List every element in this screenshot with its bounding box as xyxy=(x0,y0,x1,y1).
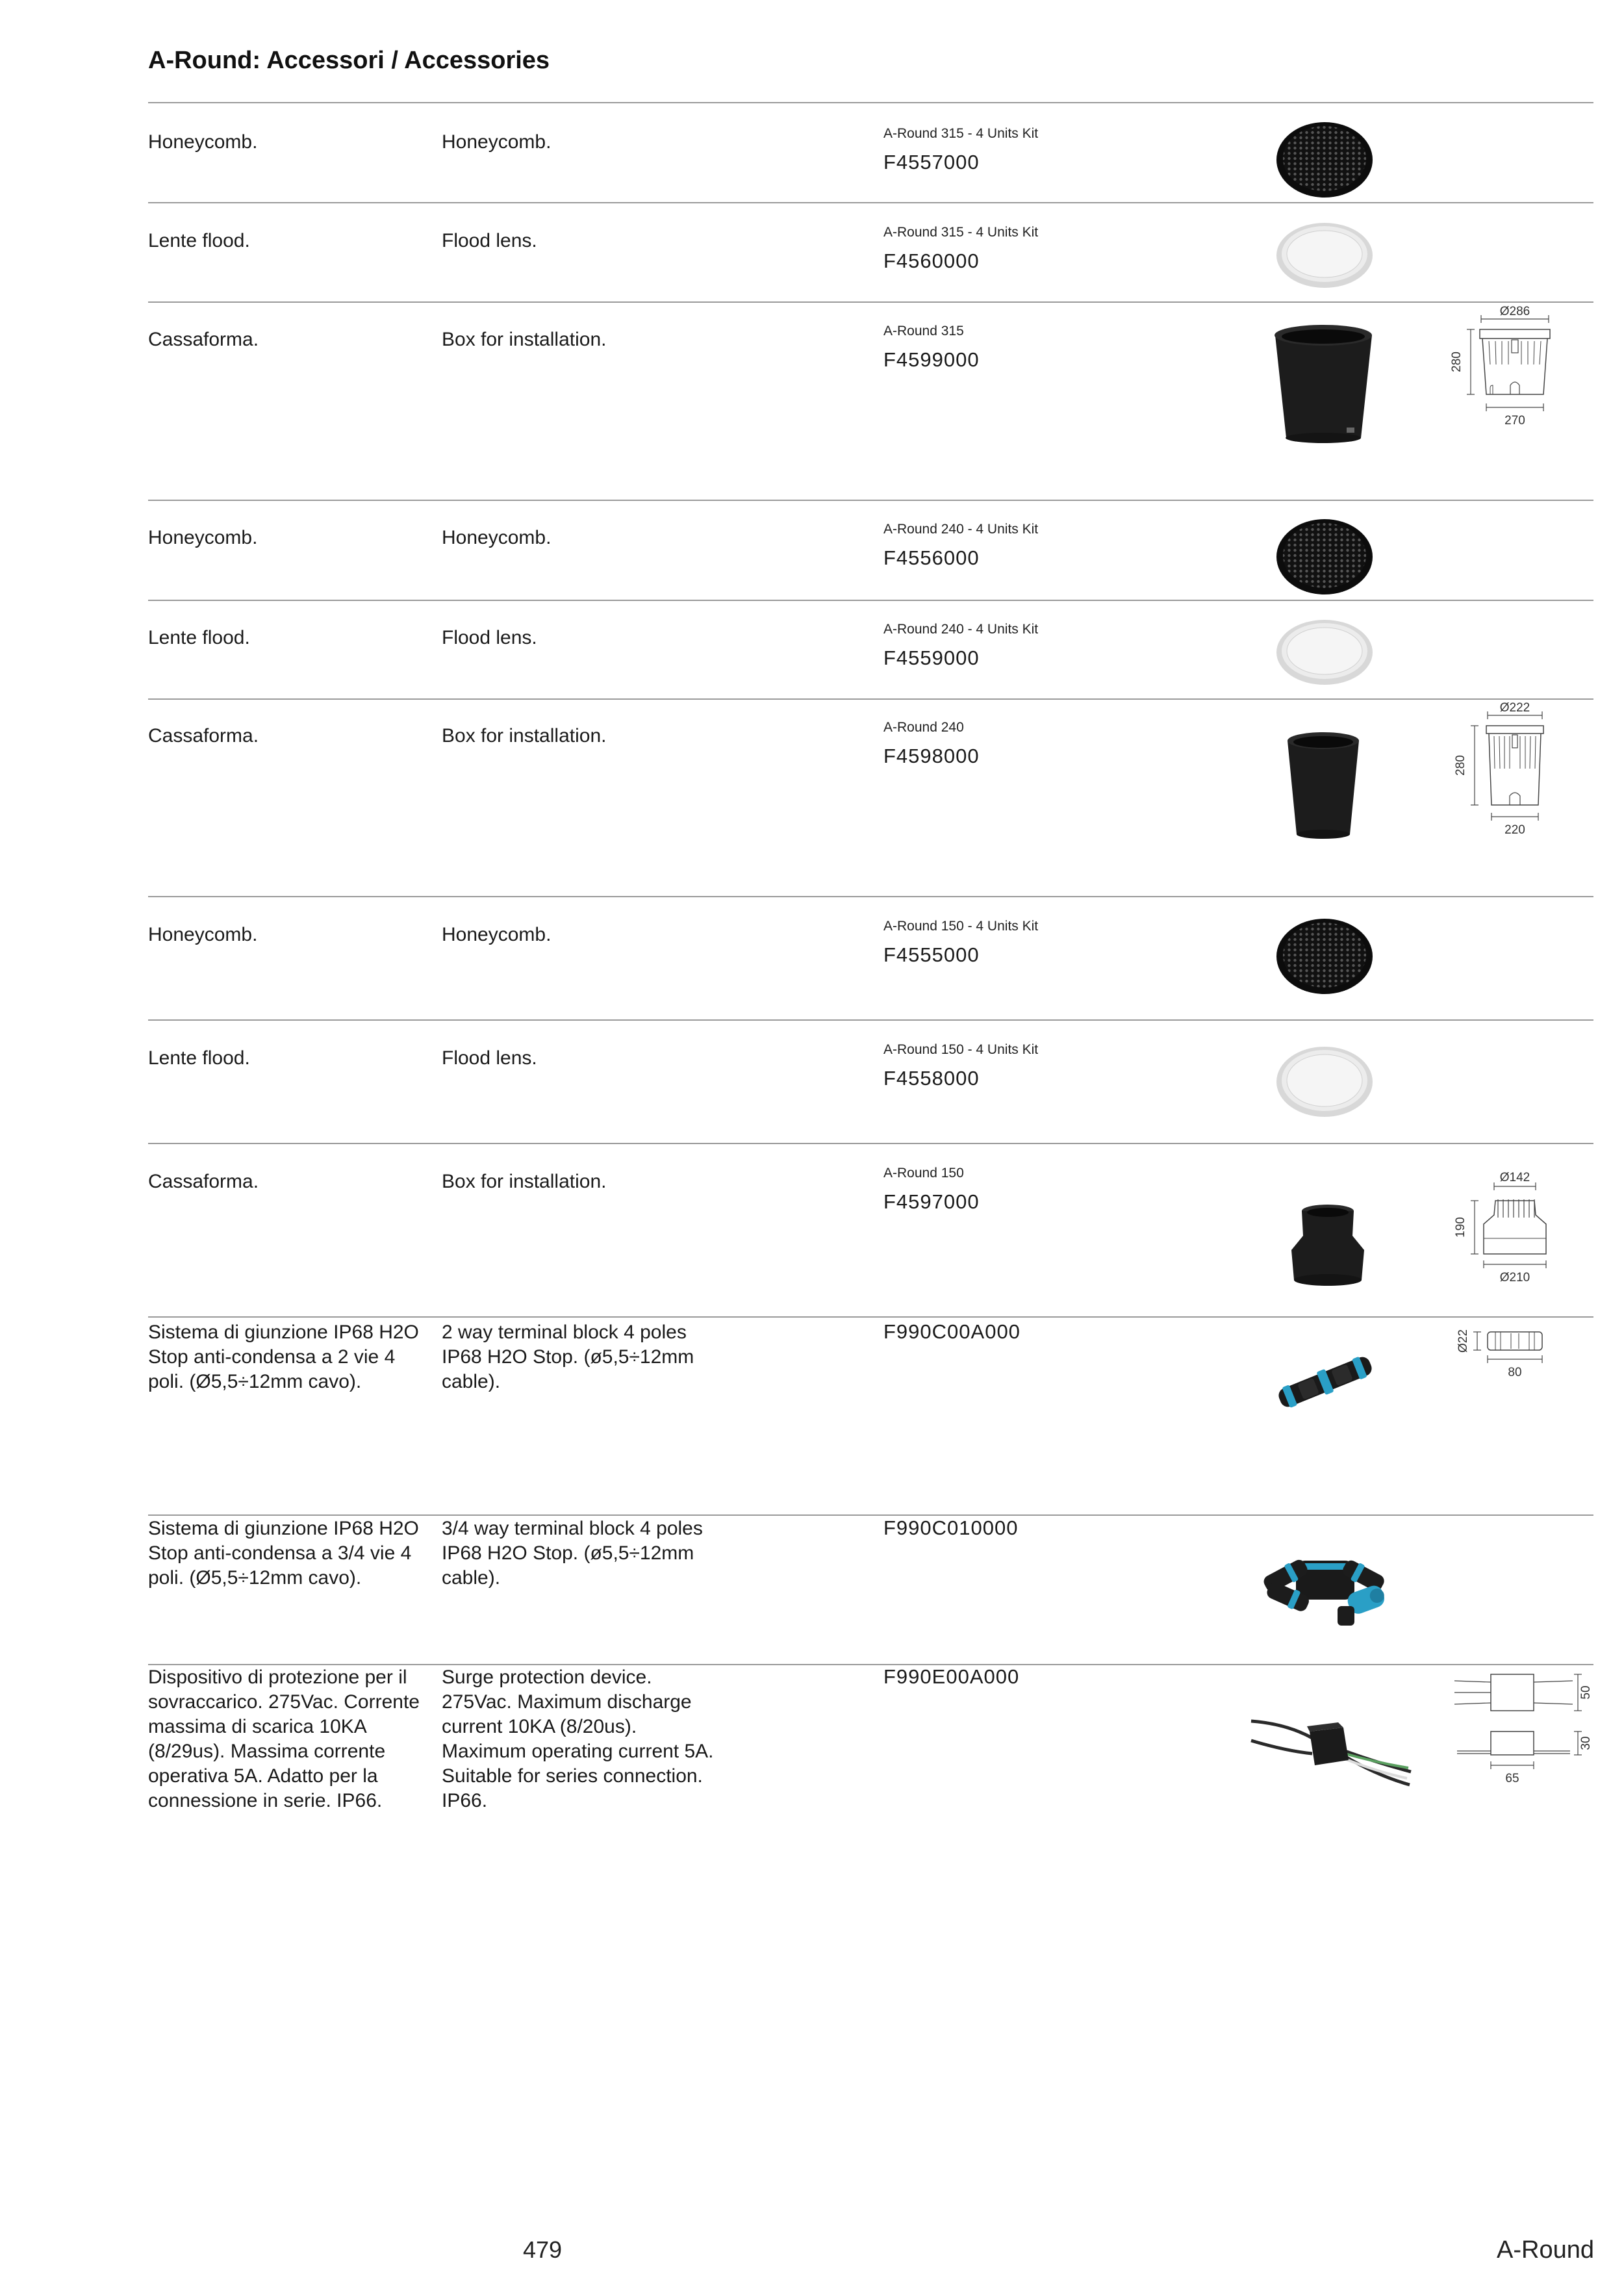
dimension-height-top: 50 xyxy=(1579,1685,1593,1700)
description-english: 3/4 way terminal block 4 poles IP68 H2O Stop. (ø5,5÷12mm cable). xyxy=(442,1518,703,1589)
divider xyxy=(148,500,1593,501)
divider xyxy=(148,600,1593,601)
terminal-block-2way-photo xyxy=(1270,1346,1380,1418)
flood-lens-photo xyxy=(1275,618,1375,687)
description-english: Box for installation. xyxy=(442,329,607,350)
product-variant: A-Round 150 xyxy=(883,1166,964,1181)
installation-box-photo xyxy=(1270,324,1377,444)
divider xyxy=(148,301,1593,303)
description-italian: Honeycomb. xyxy=(148,131,258,153)
product-code: F4555000 xyxy=(883,943,980,966)
page-number: 479 xyxy=(523,2236,563,2263)
product-code: F4558000 xyxy=(883,1067,980,1090)
product-code: F990C00A000 xyxy=(883,1320,1021,1343)
installation-box-drawing xyxy=(1449,1156,1579,1306)
description-italian: Lente flood. xyxy=(148,1047,250,1069)
description-english: 2 way terminal block 4 poles IP68 H2O Stop. (ø5,5÷12mm cable). xyxy=(442,1322,694,1392)
flood-lens-photo xyxy=(1275,221,1375,290)
divider xyxy=(148,1316,1593,1318)
product-code: F990C010000 xyxy=(883,1516,1019,1539)
product-code: F4598000 xyxy=(883,745,980,767)
dimension-width: 65 xyxy=(1505,1772,1519,1785)
product-variant: A-Round 315 xyxy=(883,324,964,339)
divider xyxy=(148,698,1593,700)
page-title: A-Round: Accessori / Accessories xyxy=(148,47,550,74)
description-italian: Honeycomb. xyxy=(148,924,258,945)
description-english: Surge protection device. 275Vac. Maximum discharge current 10KA (8/20us). Maximum operating current 5A. Suitable for series connection. IP66. xyxy=(442,1667,714,1811)
description-italian: Honeycomb. xyxy=(148,527,258,548)
installation-box-drawing xyxy=(1449,701,1579,854)
description-english: Box for installation. xyxy=(442,725,607,747)
description-english: Honeycomb. xyxy=(442,924,552,945)
product-variant: A-Round 150 - 4 Units Kit xyxy=(883,919,1039,934)
description-english: Box for installation. xyxy=(442,1171,607,1192)
divider xyxy=(148,202,1593,203)
product-code: F4557000 xyxy=(883,151,980,173)
dimension-height: 280 xyxy=(1454,755,1467,776)
surge-protector-drawing xyxy=(1445,1642,1595,1817)
product-variant: A-Round 315 - 4 Units Kit xyxy=(883,225,1039,240)
description-italian: Cassaforma. xyxy=(148,329,259,350)
dimension-base: 270 xyxy=(1504,414,1525,428)
description-italian: Dispositivo di protezione per il sovraccarico. 275Vac. Corrente massima di scarica 10KA (8/29us). Massima corrente operativa 5A. Adatto per la connessione in serie. IP66. xyxy=(148,1667,420,1811)
product-code: F4556000 xyxy=(883,546,980,569)
terminal-block-drawing xyxy=(1449,1320,1579,1405)
description-italian: Sistema di giunzione IP68 H2O Stop anti-condensa a 3/4 vie 4 poli. (Ø5,5÷12mm cavo). xyxy=(148,1518,419,1589)
description-english: Flood lens. xyxy=(442,230,537,251)
description-english: Honeycomb. xyxy=(442,131,552,153)
dimension-height-bottom: 30 xyxy=(1579,1736,1593,1750)
dimension-base: Ø210 xyxy=(1499,1271,1530,1284)
honeycomb-photo xyxy=(1275,916,1375,997)
product-variant: A-Round 240 - 4 Units Kit xyxy=(883,522,1039,537)
product-code: F4597000 xyxy=(883,1190,980,1213)
dimension-height: 190 xyxy=(1454,1217,1467,1238)
installation-box-photo xyxy=(1288,1202,1368,1288)
honeycomb-photo xyxy=(1275,120,1375,200)
dimension-base: 220 xyxy=(1504,823,1525,837)
description-italian: Sistema di giunzione IP68 H2O Stop anti-condensa a 2 vie 4 poli. (Ø5,5÷12mm cavo). xyxy=(148,1322,419,1392)
terminal-block-4way-photo xyxy=(1257,1528,1393,1632)
product-code: F990E00A000 xyxy=(883,1665,1020,1688)
divider xyxy=(148,1143,1593,1144)
description-italian: Lente flood. xyxy=(148,230,250,251)
divider xyxy=(148,896,1593,897)
product-variant: A-Round 150 - 4 Units Kit xyxy=(883,1042,1039,1057)
divider xyxy=(148,1019,1593,1021)
dimension-length: 80 xyxy=(1508,1366,1522,1379)
honeycomb-photo xyxy=(1275,517,1375,597)
installation-box-drawing xyxy=(1449,305,1579,457)
flood-lens-photo xyxy=(1275,1045,1375,1119)
dimension-diameter: Ø222 xyxy=(1499,701,1530,715)
description-english: Flood lens. xyxy=(442,627,537,648)
description-english: Flood lens. xyxy=(442,1047,537,1069)
description-italian: Cassaforma. xyxy=(148,725,259,747)
description-italian: Cassaforma. xyxy=(148,1171,259,1192)
dimension-diameter: Ø22 xyxy=(1456,1329,1470,1353)
product-code: F4559000 xyxy=(883,646,980,669)
footer-brand: A-Round xyxy=(1497,2236,1594,2264)
product-variant: A-Round 240 - 4 Units Kit xyxy=(883,622,1039,637)
product-variant: A-Round 240 xyxy=(883,720,964,735)
dimension-diameter: Ø286 xyxy=(1499,305,1530,318)
product-code: F4599000 xyxy=(883,348,980,371)
divider xyxy=(148,1514,1593,1516)
surge-protector-photo xyxy=(1247,1698,1416,1821)
dimension-height: 280 xyxy=(1450,351,1464,372)
dimension-diameter: Ø142 xyxy=(1499,1171,1530,1184)
description-english: Honeycomb. xyxy=(442,527,552,548)
installation-box-photo xyxy=(1281,730,1365,842)
divider xyxy=(148,102,1593,103)
product-code: F4560000 xyxy=(883,249,980,272)
product-variant: A-Round 315 - 4 Units Kit xyxy=(883,126,1039,141)
description-italian: Lente flood. xyxy=(148,627,250,648)
